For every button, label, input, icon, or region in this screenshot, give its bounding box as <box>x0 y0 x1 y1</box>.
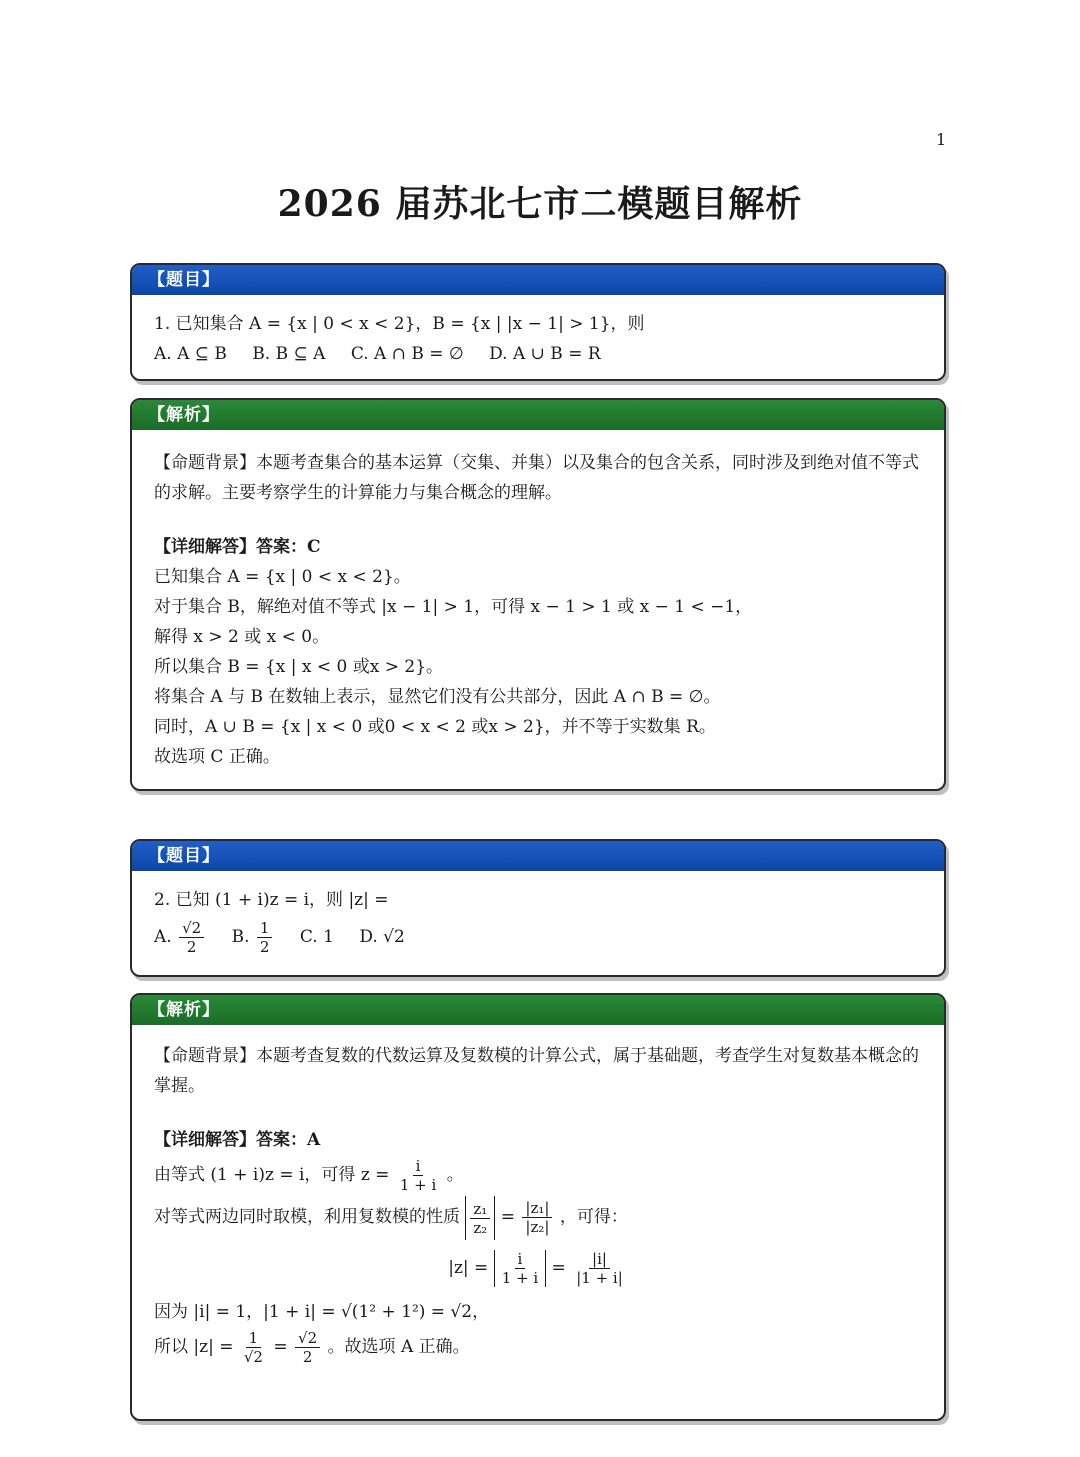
question-2-stem: 2. 已知 (1 + i)z = i，则 |z| = <box>154 890 389 910</box>
question-2-option-b: B. $\frac{1}{2}$ <box>232 915 275 959</box>
question-2-option-d: D. √2 <box>359 927 405 947</box>
question-2-options <box>154 915 922 959</box>
absolute-value: $\frac{\text{z₁}}{\text{z₂}}$ <box>465 1196 495 1240</box>
fraction: $\frac{\text{|z₁|}}{\text{|z₂|}}$ <box>522 1199 552 1236</box>
fraction: $\frac{i}{1 + i}$ <box>399 1157 437 1194</box>
question-1-option-b: B. B ⊆ A <box>252 344 326 364</box>
analysis-2-line-4: 所以 |z| = $\frac{1}{√2}$ = $\frac{√2}{2}$ 。故选项 A 正确。 <box>154 1328 470 1366</box>
question-1-option-c: C. A ∩ B = ∅ <box>350 344 464 364</box>
analysis-2-line-2: 对等式两边同时取模，利用复数模的性质 $\frac{\text{z₁}}{\text{z₂}}$ = $\frac{\text{|z₁|}}{\text{|z₂|}}$ ，可得： <box>154 1195 922 1240</box>
analysis-1-line: 同时，A ∪ B = {x | x < 0 或0 < x < 2 或x > 2}，并不等于实数集 R。 <box>154 717 716 737</box>
analysis-1-line: 解得 x > 2 或 x < 0。 <box>154 627 330 647</box>
absolute-value: $\frac{i}{1 + i}$ <box>494 1250 546 1287</box>
question-1-stem: 1. 已知集合 A = {x | 0 < x < 2}，B = {x | |x − 1| > 1}，则 <box>154 314 645 334</box>
question-2-header: 【题目】 <box>132 841 944 871</box>
analysis-2-line-3: 因为 |i| = 1，|1 + i| = √(1² + 1²) = √2， <box>154 1301 490 1322</box>
document-title: 2026 届苏北七市二模题目解析 <box>277 183 803 225</box>
page-number: 1 <box>936 130 947 149</box>
analysis-2-display-formula: |z| = $\frac{i}{1 + i}$ = $\frac{|i|}{|1 + i|}$ <box>154 1240 922 1297</box>
analysis-1-line: 所以集合 B = {x | x < 0 或x > 2}。 <box>154 657 444 677</box>
analysis-1-background: 【命题背景】本题考查集合的基本运算（交集、并集）以及集合的包含关系，同时涉及到绝对值不等式的求解。主要考察学生的计算能力与集合概念的理解。 <box>154 453 919 503</box>
question-1-options <box>154 339 922 369</box>
analysis-2-background: 【命题背景】本题考查复数的代数运算及复数模的计算公式，属于基础题，考查学生对复数基本概念的掌握。 <box>154 1046 919 1096</box>
analysis-1-line: 已知集合 A = {x | 0 < x < 2}。 <box>154 567 411 587</box>
question-1-option-a: A. A ⊆ B <box>154 344 227 364</box>
analysis-1-box <box>130 398 946 791</box>
analysis-1-line: 故选项 C 正确。 <box>154 747 280 767</box>
analysis-2-header: 【解析】 <box>132 995 944 1025</box>
question-1-box <box>130 263 946 381</box>
fraction: $\frac{√2}{2}$ <box>179 919 204 956</box>
analysis-2-answer: 【详细解答】答案：A <box>154 1130 321 1150</box>
analysis-1-line: 将集合 A 与 B 在数轴上表示，显然它们没有公共部分，因此 A ∩ B = ∅。 <box>154 687 721 707</box>
fraction: $\frac{√2}{2}$ <box>295 1329 320 1366</box>
question-2-box <box>130 839 946 977</box>
question-2-option-a: A. $\frac{√2}{2}$ <box>154 915 206 959</box>
analysis-1-line: 对于集合 B，解绝对值不等式 |x − 1| > 1，可得 x − 1 > 1 或 x − 1 < −1， <box>154 597 753 617</box>
fraction: $\frac{1}{√2}$ <box>243 1328 263 1366</box>
fraction: $\frac{|i|}{|1 + i|}$ <box>576 1249 623 1287</box>
fraction: $\frac{1}{2}$ <box>257 919 273 956</box>
analysis-1-answer: 【详细解答】答案：C <box>154 537 321 557</box>
analysis-1-header: 【解析】 <box>132 400 944 430</box>
analysis-2-line-1: 由等式 (1 + i)z = i，可得 z = $\frac{i}{1 + i}$ 。 <box>154 1157 464 1194</box>
question-1-header: 【题目】 <box>132 265 944 295</box>
question-2-option-c: C. 1 <box>299 927 334 947</box>
analysis-2-box <box>130 993 946 1421</box>
question-1-option-d: D. A ∪ B = R <box>489 344 601 364</box>
